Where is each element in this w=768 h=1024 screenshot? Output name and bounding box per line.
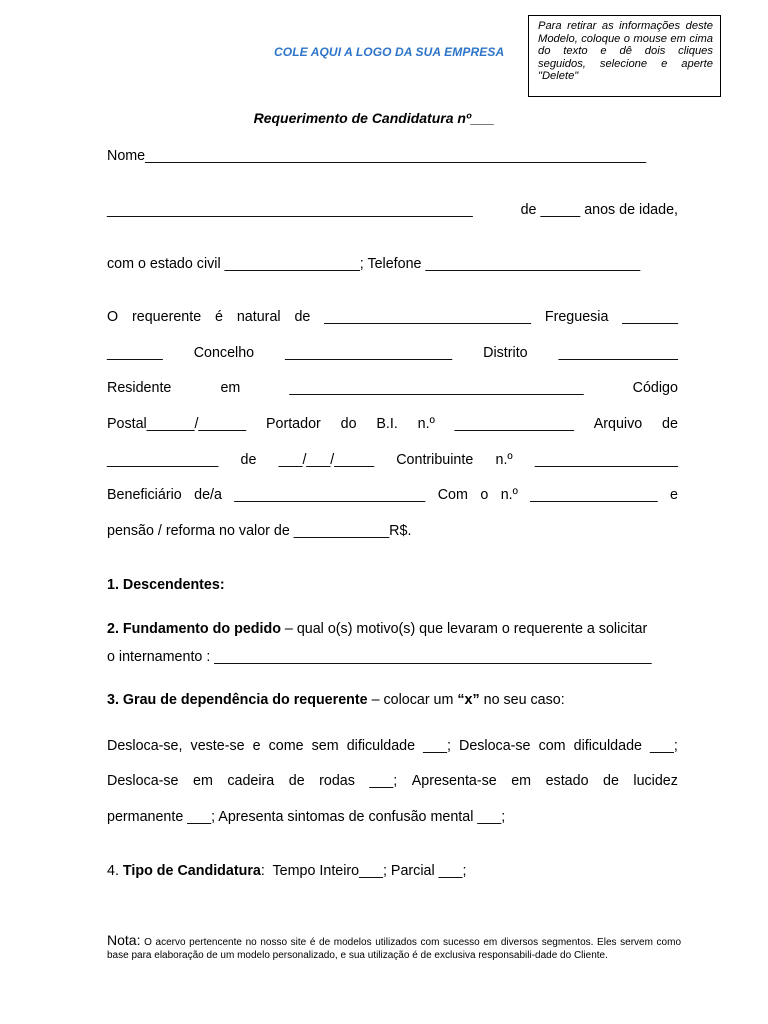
idade-blank: ______________________________________________ — [107, 202, 473, 218]
section-4-line[interactable] — [107, 863, 466, 879]
form-word: Residente — [107, 380, 172, 396]
form-word: Desloca-se, — [107, 738, 183, 754]
form-word: Concelho — [193, 345, 255, 361]
section-4-text: : Tempo Inteiro___; Parcial ___; — [260, 863, 467, 879]
field-beneficiario[interactable] — [107, 487, 678, 503]
form-word: rodas — [319, 773, 355, 789]
form-word: Com — [437, 487, 468, 503]
field-pensao[interactable]: pensão / reforma no valor de ____________R$. — [107, 523, 412, 539]
idade-suffix: de _____ anos de idade, — [520, 202, 678, 218]
section-3-line2[interactable] — [107, 773, 678, 789]
form-word: de — [240, 452, 257, 468]
form-word: dificuldade — [573, 738, 642, 754]
form-word: de/a — [194, 487, 222, 503]
form-word: ________________ — [530, 487, 658, 503]
form-word: Contribuinte — [396, 452, 474, 468]
form-word: come — [268, 738, 304, 754]
field-nome[interactable]: Nome_______________________________________________________________ — [107, 148, 647, 164]
form-word: ________________________ — [234, 487, 426, 503]
section-2-title: 2. Fundamento do pedido — [107, 621, 281, 637]
form-word: natural — [236, 309, 281, 325]
form-word: ___; — [650, 738, 678, 754]
document-title: Requerimento de Candidatura nº___ — [253, 110, 495, 126]
form-word: dificuldade — [346, 738, 416, 754]
form-word: de — [603, 773, 619, 789]
form-word: __________________ — [534, 452, 678, 468]
form-word: do — [340, 416, 357, 432]
form-word: em — [220, 380, 241, 396]
section-1-title: 1. Descendentes: — [107, 577, 225, 593]
form-word: Desloca-se — [107, 773, 179, 789]
form-word: _______ — [622, 309, 678, 325]
section-3-line1[interactable] — [107, 738, 678, 754]
form-word: Postal______/______ — [107, 416, 247, 432]
form-word: ___; — [423, 738, 451, 754]
form-word: em — [193, 773, 213, 789]
form-word: ______________ — [107, 452, 219, 468]
field-postal[interactable] — [107, 416, 678, 432]
form-word: lucidez — [633, 773, 678, 789]
field-idade[interactable] — [107, 202, 678, 218]
section-3-text-b: no seu caso: — [479, 692, 565, 708]
form-word: de — [294, 309, 311, 325]
form-word: __________________________ — [324, 309, 531, 325]
form-word: _______ — [107, 345, 163, 361]
form-word: Desloca-se — [459, 738, 531, 754]
form-word: _______________ — [558, 345, 678, 361]
field-data[interactable] — [107, 452, 678, 468]
form-word: n.º — [495, 452, 513, 468]
form-word: o — [480, 487, 489, 503]
form-word: de — [288, 773, 305, 789]
field-residente[interactable] — [107, 380, 678, 396]
form-word: _____________________________________ — [289, 380, 584, 396]
form-word: ___; — [369, 773, 398, 789]
form-word: Apresenta-se — [411, 773, 497, 789]
section-2-text: – qual o(s) motivo(s) que levaram o requerente a solicitar — [280, 621, 648, 637]
form-word: Portador — [265, 416, 321, 432]
section-3-heading — [107, 692, 565, 708]
section-3-x-mark: “x” — [457, 692, 480, 708]
form-word: Beneficiário — [107, 487, 182, 503]
form-word: cadeira — [227, 773, 275, 789]
section-2-line1 — [107, 621, 647, 637]
form-word: com — [538, 738, 566, 754]
form-word: B.I. — [376, 416, 398, 432]
form-word: em — [511, 773, 532, 789]
note-label: Nota: — [107, 932, 141, 948]
form-word: requerente — [132, 309, 202, 325]
section-4-title: Tipo de Candidatura — [122, 863, 261, 879]
form-word: Freguesia — [544, 309, 609, 325]
form-word: de — [662, 416, 678, 432]
field-concelho[interactable] — [107, 345, 678, 361]
note-text: O acervo pertencente no nosso site é de modelos utilizados com sucesso em diversos segmentos. Eles servem como base para elaboração de um modelo personalizado, e sua utilização é de exclusiva responsabili-dade do Cliente. — [107, 937, 681, 961]
form-word: e — [669, 487, 678, 503]
form-word: veste-se — [190, 738, 245, 754]
form-word: Arquivo — [593, 416, 643, 432]
form-word: n.º — [417, 416, 435, 432]
form-word: ___/___/_____ — [278, 452, 375, 468]
form-word: Código — [632, 380, 678, 396]
section-2-line2[interactable]: o internamento : _______________________________________________________ — [107, 649, 652, 665]
footer-note — [107, 934, 681, 962]
form-word: _______________ — [454, 416, 574, 432]
form-word: estado — [545, 773, 589, 789]
section-4-prefix: 4. — [107, 863, 123, 879]
form-word: n.º — [500, 487, 518, 503]
section-3-title: 3. Grau de dependência do requerente — [107, 692, 368, 708]
form-word: sem — [311, 738, 339, 754]
section-3-text-a: – colocar um — [367, 692, 458, 708]
logo-placeholder: COLE AQUI A LOGO DA SUA EMPRESA — [274, 45, 505, 59]
section-3-line3[interactable]: permanente ___; Apresenta sintomas de confusão mental ___; — [107, 809, 506, 825]
form-word: é — [215, 309, 223, 325]
field-natural[interactable] — [107, 309, 678, 325]
form-word: Distrito — [483, 345, 528, 361]
form-word: e — [252, 738, 261, 754]
instruction-box: Para retirar as informações deste Modelo, coloque o mouse em cima do texto e dê dois cliques seguidos, selecione e aperte "Delete" — [528, 15, 721, 97]
form-word: _____________________ — [285, 345, 453, 361]
field-estado-civil-telefone[interactable]: com o estado civil _________________; Telefone ___________________________ — [107, 256, 641, 272]
form-word: O — [107, 309, 119, 325]
